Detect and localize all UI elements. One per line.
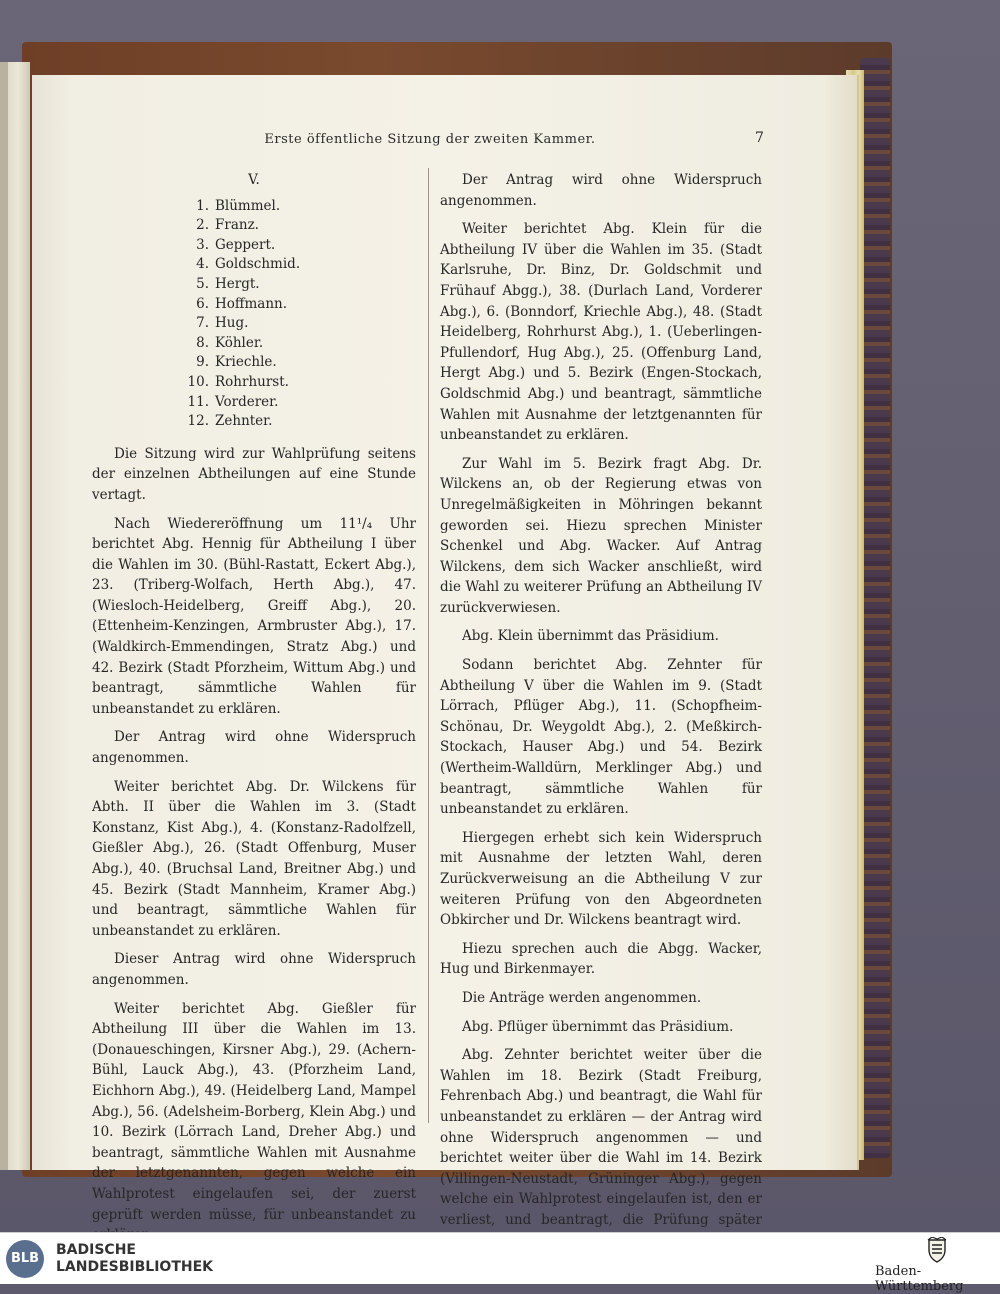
- paragraph: Abg. Pflüger übernimmt das Präsidium.: [462, 1018, 734, 1035]
- member-name: Vorderer.: [215, 393, 279, 410]
- section-title: V.: [248, 172, 260, 188]
- list-number: 4.: [196, 256, 209, 273]
- list-item: [92, 373, 416, 393]
- left-column: [92, 170, 416, 1254]
- list-number: 1.: [196, 197, 209, 214]
- list-number: 10.: [187, 373, 209, 390]
- book-cover-edge: [860, 58, 890, 1158]
- list-number: 2.: [196, 217, 209, 234]
- member-name: Blümmel.: [215, 197, 281, 214]
- list-item: [92, 236, 416, 256]
- list-item: [92, 353, 416, 373]
- paragraph: Hiergegen erhebt sich kein Widerspruch mit Ausnahme der letzten Wahl, deren Zurückverweisung an die Abtheilung V zur weiteren Prüfung von den Abgeordneten Obkircher und Dr. Wilckens beantragt wird.: [440, 829, 762, 929]
- paragraph: Die Sitzung wird zur Wahlprüfung seitens der einzelnen Abtheilungen auf eine Stunde vertagt.: [92, 445, 416, 503]
- list-number: 11.: [187, 393, 209, 410]
- library-name[interactable]: [56, 1242, 213, 1276]
- list-number: 8.: [196, 334, 209, 351]
- list-number: 6.: [196, 295, 209, 312]
- member-name: Hug.: [215, 315, 249, 332]
- running-header: Erste öffentliche Sitzung der zweiten Kammer.: [264, 132, 596, 147]
- list-item: [92, 255, 416, 275]
- library-name-line1: BADISCHE: [56, 1242, 136, 1258]
- paragraph: Weiter berichtet Abg. Dr. Wilckens für Abth. II über die Wahlen im 3. (Stadt Konstanz, Kist Abg.), 4. (Konstanz-Radolfzell, Gießler Abg.), 26. (Stadt Offenburg, Muser Abg.), 40. (Bruchsal Land, Breitner Abg.) und 45. Bezirk (Stadt Mannheim, Kramer Abg.) und beantragt, sämmtliche Wahlen für unbeanstandet zu erklären.: [92, 778, 416, 939]
- member-name: Hergt.: [215, 275, 260, 292]
- list-item: [92, 314, 416, 334]
- list-number: 12.: [187, 413, 209, 430]
- paragraph: Zur Wahl im 5. Bezirk fragt Abg. Dr. Wilckens an, ob der Regierung etwas von Unregelmäßigkeiten in Möhringen bekannt geworden sei. Hiezu sprechen Minister Schenkel und Abg. Wacker. Auf Antrag Wilckens, dem sich Wacker anschließt, wird die Wahl zu weiterer Prüfung an Abtheilung IV zurückverwiesen.: [440, 455, 762, 616]
- member-list: [92, 197, 416, 432]
- paragraph: Abg. Zehnter berichtet weiter über die Wahlen im 18. Bezirk (Stadt Freiburg, Fehrenbach Abg.) und beantragt, die Wahl für unbeanstandet zu erklären — der Antrag wird ohne Widerspruch angenommen — und berichtet weiter über die Wahl im 14. Bezirk (Villingen-Neustadt, Grüninger Abg.), gegen welche ein Wahlprotest eingelaufen ist, den er verliest, und beantragt, die Prüfung später: [440, 1047, 762, 1228]
- paragraph: Dieser Antrag wird ohne Widerspruch angenommen.: [92, 951, 416, 988]
- list-item: [92, 216, 416, 236]
- list-number: 9.: [196, 354, 209, 371]
- blb-logo[interactable]: BLB: [6, 1240, 44, 1278]
- member-name: Kriechle.: [215, 354, 277, 371]
- member-name: Geppert.: [215, 236, 276, 253]
- member-name: Köhler.: [215, 334, 264, 351]
- state-name: Baden-Württemberg: [875, 1264, 964, 1294]
- member-name: Franz.: [215, 217, 259, 234]
- paragraph: Nach Wiedereröffnung um 11¹/₄ Uhr berichtet Abg. Hennig für Abtheilung I über die Wahlen im 30. (Bühl-Rastatt, Eckert Abg.), 23. (Triberg-Wolfach, Herth Abg.), 47. (Wiesloch-Heidelberg, Greiff Abg.), 20. (Ettenheim-Kenzingen, Armbruster Abg.), 17. (Waldkirch-Emmendingen, Stratz Abg.) und 42. Bezirk (Stadt Pforzheim, Wittum Abg.) und beantragt, sämmtliche Wahlen für unbeanstandet zu erklären.: [92, 515, 416, 717]
- member-name: Hoffmann.: [215, 295, 288, 312]
- column-divider: [428, 168, 429, 1123]
- member-name: Goldschmid.: [215, 256, 301, 273]
- list-item: [92, 334, 416, 354]
- list-item: [92, 275, 416, 295]
- page-number: 7: [755, 130, 764, 146]
- list-item: [92, 393, 416, 413]
- coat-of-arms-icon: [926, 1237, 948, 1263]
- list-number: 5.: [196, 275, 209, 292]
- left-page-edge: [0, 62, 8, 1170]
- right-column: [440, 170, 762, 1288]
- list-number: 7.: [196, 315, 209, 332]
- paragraph: Weiter berichtet Abg. Gießler für Abtheilung III über die Wahlen im 13. (Donaueschingen, Kirsner Abg.), 29. (Achern-Bühl, Lauck Abg.), 43. (Pforzheim Land, Eichhorn Abg.), 49. (Heidelberg Land, Mampel Abg.), 56. (Adelsheim-Borberg, Klein Abg.) und 10. Bezirk (Lörrach Land, Dreher Abg.) und beantragt, sämmtliche Wahlen mit Ausnahme der letztgenannten, gegen welche ein Wahlprotest eingelaufen sei, der zuerst geprüft werden müsse, für unbeanstandet zu: [92, 1000, 416, 1223]
- list-item: [92, 197, 416, 217]
- paragraph: Der Antrag wird ohne Widerspruch angenommen.: [440, 172, 762, 209]
- paragraph: Hiezu sprechen auch die Abgg. Wacker, Hug und Birkenmayer.: [440, 940, 762, 978]
- list-number: 3.: [196, 236, 209, 253]
- paragraph: Der Antrag wird ohne Widerspruch angenommen.: [92, 729, 416, 767]
- member-name: Zehnter.: [215, 413, 273, 430]
- paragraph: Weiter berichtet Abg. Klein für die Abtheilung IV über die Wahlen im 35. (Stadt Karlsruhe, Dr. Binz, Dr. Goldschmit und Frühauf Abgg.), 38. (Durlach Land, Vorderer Abg.), 6. (Bonndorf, Kriechle Abg.), 48. (Stadt Heidelberg, Rohrhurst Abg.), 1. (Ueberlingen-Pfullendorf, Hug Abg.), 25. (Offenburg Land, Hergt Abg.) und 5. Bezirk (Engen-Stockach, Goldschmid Abg.) und beantragt, sämmtliche Wahlen mit Ausnahme der letztgenannten für unbeanstandet zu erklären.: [440, 221, 762, 444]
- member-name: Rohrhurst.: [215, 373, 289, 390]
- list-item: [92, 295, 416, 315]
- paragraph: Sodann berichtet Abg. Zehnter für Abtheilung V über die Wahlen im 9. (Stadt Lörrach, Pflüger Abg.), 11. (Schopfheim-Schönau, Dr. Weygoldt Abg.), 2. (Meßkirch-Stockach, Hauser Abg.) und 54. Bezirk (Wertheim-Walldürn, Merklinger Abg.) und beantragt, sämmtliche Wahlen für unbeanstandet zu erklären.: [440, 657, 762, 818]
- paragraph: Abg. Klein übernimmt das Präsidium.: [462, 628, 719, 645]
- footer-bar: [0, 1232, 1000, 1294]
- list-item: [92, 412, 416, 432]
- paragraph: Die Anträge werden angenommen.: [462, 989, 702, 1006]
- library-name-line2: LANDESBIBLIOTHEK: [56, 1259, 214, 1275]
